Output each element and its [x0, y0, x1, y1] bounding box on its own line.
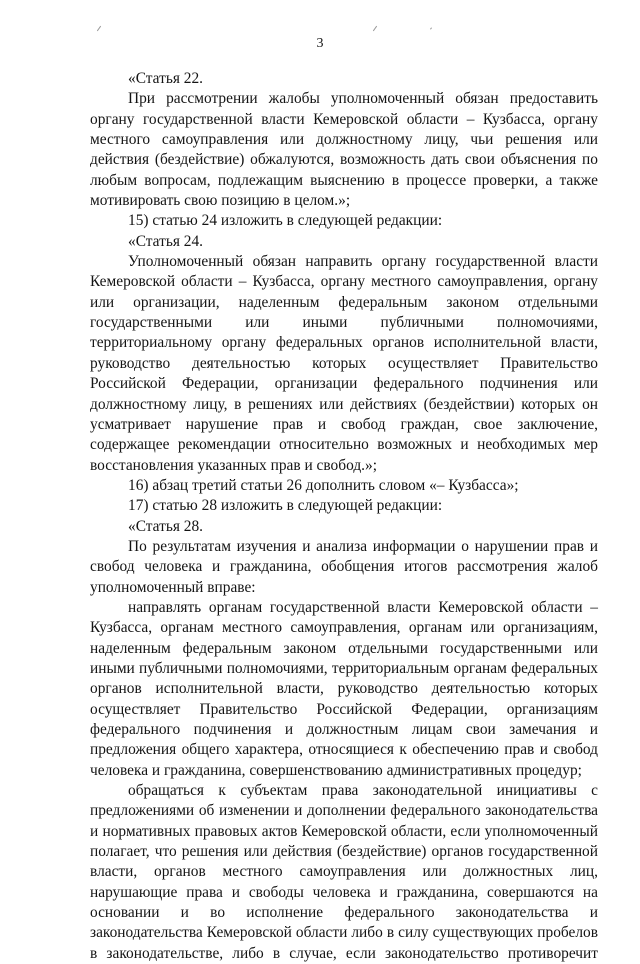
document-body: [90, 69, 598, 964]
scan-mark: [430, 27, 432, 29]
page-number: 3: [316, 36, 324, 51]
article-heading: «Статья 28.: [128, 517, 204, 535]
paragraph: обращаться к субъектам права законодательной инициативы с предложениями об изменении и дополнении федерального законодательства и нормативных правовых актов Кемеровской области, если уполномоченный полагает, что решения или действия (бездействие) органов государственной власти, органов местного самоуправления или должностных лиц, нарушающие права и свободы человека и гражданина, совершаются на основании и во исполнение федерального законодательства и законодательства Кемеровской области либо в силу существующих пробелов в законодательстве, либо в случае, если законодательство противоречит: [90, 782, 598, 962]
paragraph: направлять органам государственной власти Кемеровской области – Кузбасса, органам местного самоуправления, органам или организациям, наделенным федеральным законом отдельными государственными или иными публичными полномочиями, территориальным органам федеральных органов исполнительной власти, руководство деятельностью которых осуществляет Правительство Российской Федерации, организациям федерального подчинения и должностным лицам свои замечания и предложения общего характера, относящиеся к обеспечению прав и свобод человека и гражданина, совершенствованию административных процедур;: [90, 598, 598, 779]
amendment-item: 15) статью 24 изложить в следующей редакции:: [128, 212, 443, 230]
scan-mark: [97, 26, 101, 31]
article-heading: «Статья 24.: [128, 232, 204, 250]
article-heading: «Статья 22.: [128, 70, 204, 87]
paragraph: По результатам изучения и анализа информации о нарушении прав и свобод человека и гражданина, обобщения итогов рассмотрения жалоб уполномоченный вправе:: [90, 537, 598, 596]
paragraph: Уполномоченный обязан направить органу государственной власти Кемеровской области – Кузбасса, органу местного самоуправления, органу или организации, наделенным федеральным законом отдельными государственными или иными публичными полномочиями, территориальному органу федеральных органов исполнительной власти, руководство деятельностью которых осуществляет Правительство Российской Федерации, организации федерального подчинения или должностному лицу, в решениях или действиях (бездействии) которых он усматривает нарушение прав и свобод граждан, свое заключение, содержащее рекомендации относительно возможных и необходимых мер восстановления указанных прав и свобод.»;: [90, 253, 598, 474]
amendment-item: 16) абзац третий статьи 26 дополнить словом «– Кузбасса»;: [128, 476, 519, 494]
scan-mark: [373, 26, 377, 31]
amendment-item: 17) статью 28 изложить в следующей редакции:: [128, 497, 443, 515]
paragraph: При рассмотрении жалобы уполномоченный обязан предоставить органу государственной власти Кемеровской области – Кузбасса, органу местного самоуправления или должностному лицу, чьи решения или действия (бездействие) обжалуются, возможность дать свои объяснения по любым вопросам, подлежащим выяснению в процессе проверки, а также мотивировать свою позицию в целом.»;: [90, 90, 598, 210]
